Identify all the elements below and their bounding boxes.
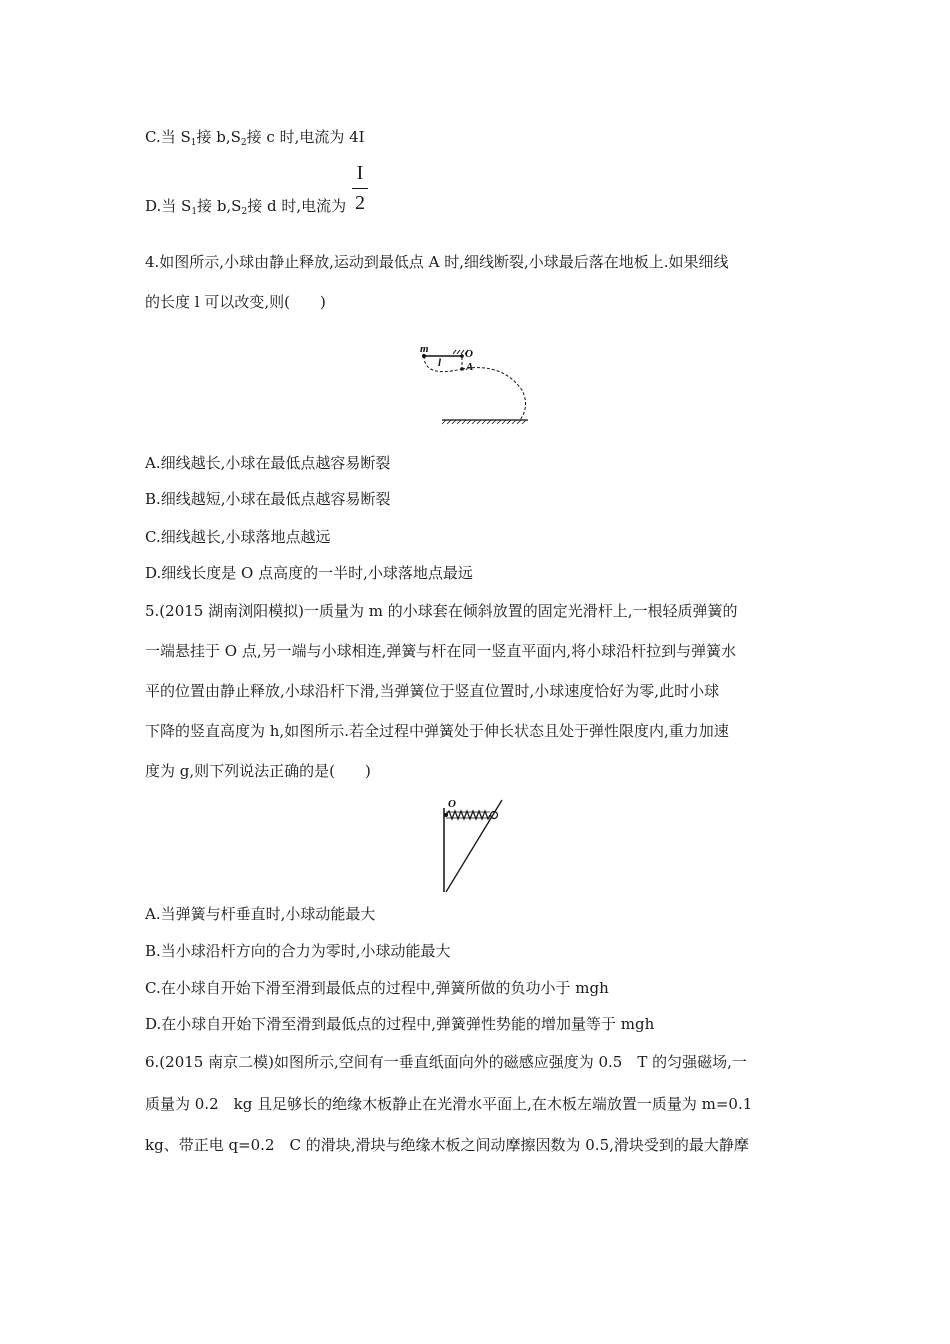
q4-option-d: D.细线长度是 O 点高度的一半时,小球落地点最远: [145, 564, 473, 582]
pendulum-figure: [412, 343, 532, 430]
q5-option-d: D.在小球自开始下滑至滑到最低点的过程中,弹簧弹性势能的增加量等于 mgh: [145, 1015, 655, 1033]
q6-stem-line-1: 6.(2015 南京二模)如图所示,空间有一垂直纸面向外的磁感应强度为 0.5 T 的匀强磁场,一: [145, 1053, 747, 1071]
spring-rod-figure: [440, 798, 510, 894]
fraction-numerator: I: [356, 162, 364, 184]
label-o: O: [448, 798, 456, 810]
q4-option-b: B.细线越短,小球在最低点越容易断裂: [145, 490, 391, 508]
label-o: O: [465, 348, 473, 360]
q4-option-a: A.细线越长,小球在最低点越容易断裂: [145, 454, 391, 472]
label-m: m: [420, 343, 429, 355]
fraction-bar: [352, 188, 368, 189]
q5-stem-line-4: 下降的竖直高度为 h,如图所示.若全过程中弹簧处于伸长状态且处于弹性限度内,重力加速: [145, 722, 729, 740]
fraction-i-over-2: [352, 163, 368, 213]
q3-option-d: D.当 $S_1$接 $b,S_2$接 d 时,电流为: [145, 197, 347, 217]
label-a: A: [466, 361, 474, 373]
q4-option-c: C.细线越长,小球落地点越远: [145, 528, 331, 546]
q5-option-c: C.在小球自开始下滑至滑到最低点的过程中,弹簧所做的负功小于 mgh: [145, 979, 609, 997]
q5-stem-line-1: 5.(2015 湖南浏阳模拟)一质量为 m 的小球套在倾斜放置的固定光滑杆上,一根轻质弹簧的: [145, 602, 738, 620]
q5-option-b: B.当小球沿杆方向的合力为零时,小球动能最大: [145, 942, 451, 960]
q5-stem-line-2: 一端悬挂于 O 点,另一端与小球相连,弹簧与杆在同一竖直平面内,将小球沿杆拉到与弹簧水: [145, 642, 737, 660]
q6-stem-line-2: 质量为 0.2 kg 且足够长的绝缘木板静止在光滑水平面上,在木板左端放置一质量为 m=0.1: [145, 1095, 753, 1113]
q5-stem-line-5: 度为 g,则下列说法正确的是( ): [145, 762, 371, 780]
q4-stem-line-2: 的长度 l 可以改变,则( ): [145, 293, 326, 311]
q6-stem-line-3: kg、带正电 q=0.2 C 的滑块,滑块与绝缘木板之间动摩擦因数为 0.5,滑块受到的最大静摩: [145, 1136, 749, 1154]
label-l: l: [438, 357, 442, 369]
fraction-denominator: 2: [355, 192, 365, 214]
q3-option-c: C.当 $S_1$接 $b,S_2$接 c 时,电流为 4I: [145, 128, 365, 148]
q4-stem-line-1: 4.如图所示,小球由静止释放,运动到最低点 A 时,细线断裂,小球最后落在地板上.如果细线: [145, 253, 729, 271]
q5-stem-line-3: 平的位置由静止释放,小球沿杆下滑,当弹簧位于竖直位置时,小球速度恰好为零,此时小球: [145, 682, 720, 700]
q5-option-a: A.当弹簧与杆垂直时,小球动能最大: [145, 905, 376, 923]
